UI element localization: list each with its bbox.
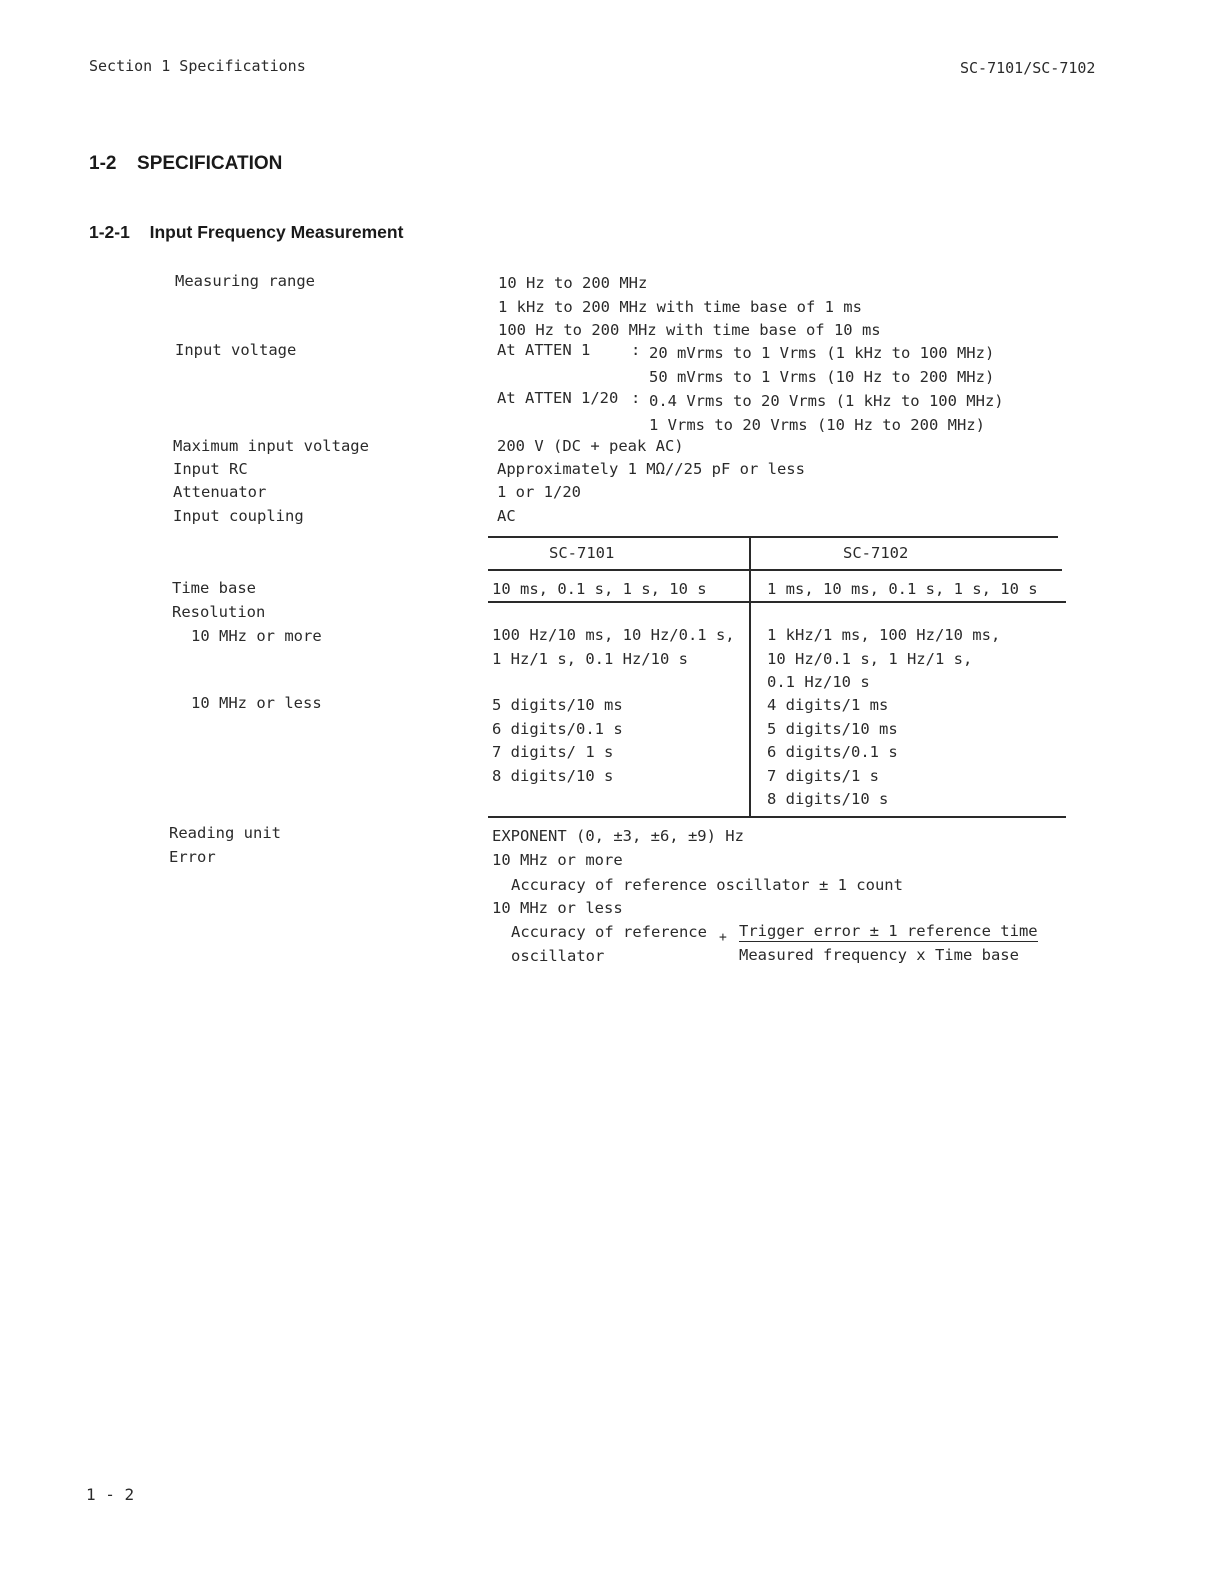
input-coupling-value: AC xyxy=(497,507,516,525)
label-input-rc: Input RC xyxy=(173,460,248,478)
table-timebase-rule xyxy=(488,601,1066,603)
error-fraction-numerator xyxy=(739,922,1038,940)
numerator-text: Trigger error ± 1 reference time xyxy=(739,922,1038,940)
atten20-line: 1 Vrms to 20 Vrms (10 Hz to 200 MHz) xyxy=(649,415,985,434)
label-attenuator: Attenuator xyxy=(173,483,267,501)
cell-line: 8 digits/10 s xyxy=(492,766,614,785)
section-title: SPECIFICATION xyxy=(137,153,283,174)
cell-res-more-sc7102 xyxy=(767,624,1000,695)
label-resolution: Resolution xyxy=(172,603,266,621)
table-column-divider xyxy=(749,537,751,816)
atten20-colon: : xyxy=(631,389,641,407)
label-resolution-10mhz-more: 10 MHz or more xyxy=(191,627,322,645)
measuring-range-line: 100 Hz to 200 MHz with time base of 10 ms xyxy=(498,321,881,339)
running-header-right: SC-7101/SC-7102 xyxy=(960,59,1096,77)
subsection-number: 1-2-1 xyxy=(89,222,130,242)
error-more-value: Accuracy of reference oscillator ± 1 count xyxy=(511,876,903,894)
error-fraction-denominator: Measured frequency x Time base xyxy=(739,946,1019,964)
table-bottom-rule xyxy=(488,816,1066,818)
label-resolution-10mhz-less: 10 MHz or less xyxy=(191,694,322,712)
cell-line: 7 digits/1 s xyxy=(767,766,879,785)
cell-line: 1 Hz/1 s, 0.1 Hz/10 s xyxy=(492,649,688,668)
atten20-label: At ATTEN 1/20 xyxy=(497,389,619,407)
table-header-rule xyxy=(488,569,1062,571)
table-header-sc7102: SC-7102 xyxy=(843,544,909,562)
error-less-value-line2: oscillator xyxy=(511,947,605,965)
atten1-colon: : xyxy=(631,341,641,359)
section-heading xyxy=(89,153,282,175)
atten1-line: 20 mVrms to 1 Vrms (1 kHz to 100 MHz) xyxy=(649,344,995,362)
attenuator-value: 1 or 1/20 xyxy=(497,483,581,501)
error-plus-sign: + xyxy=(719,930,727,945)
reading-unit-value: EXPONENT (0, ±3, ±6, ±9) Hz xyxy=(492,827,744,845)
cell-line: 6 digits/0.1 s xyxy=(492,719,623,738)
running-header-left: Section 1 Specifications xyxy=(89,57,306,75)
label-reading-unit: Reading unit xyxy=(169,824,281,842)
cell-res-less-sc7102 xyxy=(767,694,898,812)
input-rc-value: Approximately 1 MΩ//25 pF or less xyxy=(497,460,805,478)
cell-line: 6 digits/0.1 s xyxy=(767,743,898,761)
subsection-heading xyxy=(89,222,403,243)
cell-res-less-sc7101 xyxy=(492,694,623,788)
cell-line: 8 digits/10 s xyxy=(767,790,889,808)
label-input-voltage: Input voltage xyxy=(175,341,297,359)
atten1-line: 50 mVrms to 1 Vrms (10 Hz to 200 MHz) xyxy=(649,367,995,386)
cell-line: 5 digits/10 ms xyxy=(767,719,898,738)
atten20-line: 0.4 Vrms to 20 Vrms (1 kHz to 100 MHz) xyxy=(649,392,1004,410)
label-time-base: Time base xyxy=(172,579,256,597)
measuring-range-line: 10 Hz to 200 MHz xyxy=(498,274,648,292)
max-input-voltage-value: 200 V (DC + peak AC) xyxy=(497,437,684,455)
error-less-label: 10 MHz or less xyxy=(492,899,623,917)
table-header-sc7101: SC-7101 xyxy=(549,544,615,562)
cell-timebase-sc7101: 10 ms, 0.1 s, 1 s, 10 s xyxy=(492,580,707,598)
cell-line: 5 digits/10 ms xyxy=(492,696,623,714)
atten1-label: At ATTEN 1 xyxy=(497,341,591,359)
error-less-value-line1: Accuracy of reference xyxy=(511,923,707,941)
measuring-range-line: 1 kHz to 200 MHz with time base of 1 ms xyxy=(498,297,862,316)
cell-res-more-sc7101 xyxy=(492,624,735,671)
cell-line: 100 Hz/10 ms, 10 Hz/0.1 s, xyxy=(492,626,735,644)
cell-line: 4 digits/1 ms xyxy=(767,696,889,714)
measuring-range-values xyxy=(498,272,881,343)
cell-timebase-sc7102: 1 ms, 10 ms, 0.1 s, 1 s, 10 s xyxy=(767,580,1038,598)
subsection-title: Input Frequency Measurement xyxy=(149,222,404,242)
label-error: Error xyxy=(169,848,216,866)
label-max-input-voltage: Maximum input voltage xyxy=(173,437,369,455)
label-measuring-range: Measuring range xyxy=(175,272,315,290)
cell-line: 7 digits/ 1 s xyxy=(492,743,614,761)
cell-line: 1 kHz/1 ms, 100 Hz/10 ms, xyxy=(767,626,1001,644)
atten20-values xyxy=(649,390,1004,437)
page-number: 1 - 2 xyxy=(86,1485,135,1504)
label-input-coupling: Input coupling xyxy=(173,507,304,525)
cell-line: 0.1 Hz/10 s xyxy=(767,673,870,691)
atten1-values xyxy=(649,342,994,389)
table-top-rule xyxy=(488,536,1058,538)
section-number: 1-2 xyxy=(89,153,117,174)
error-more-label: 10 MHz or more xyxy=(492,851,623,869)
cell-line: 10 Hz/0.1 s, 1 Hz/1 s, xyxy=(767,649,973,668)
